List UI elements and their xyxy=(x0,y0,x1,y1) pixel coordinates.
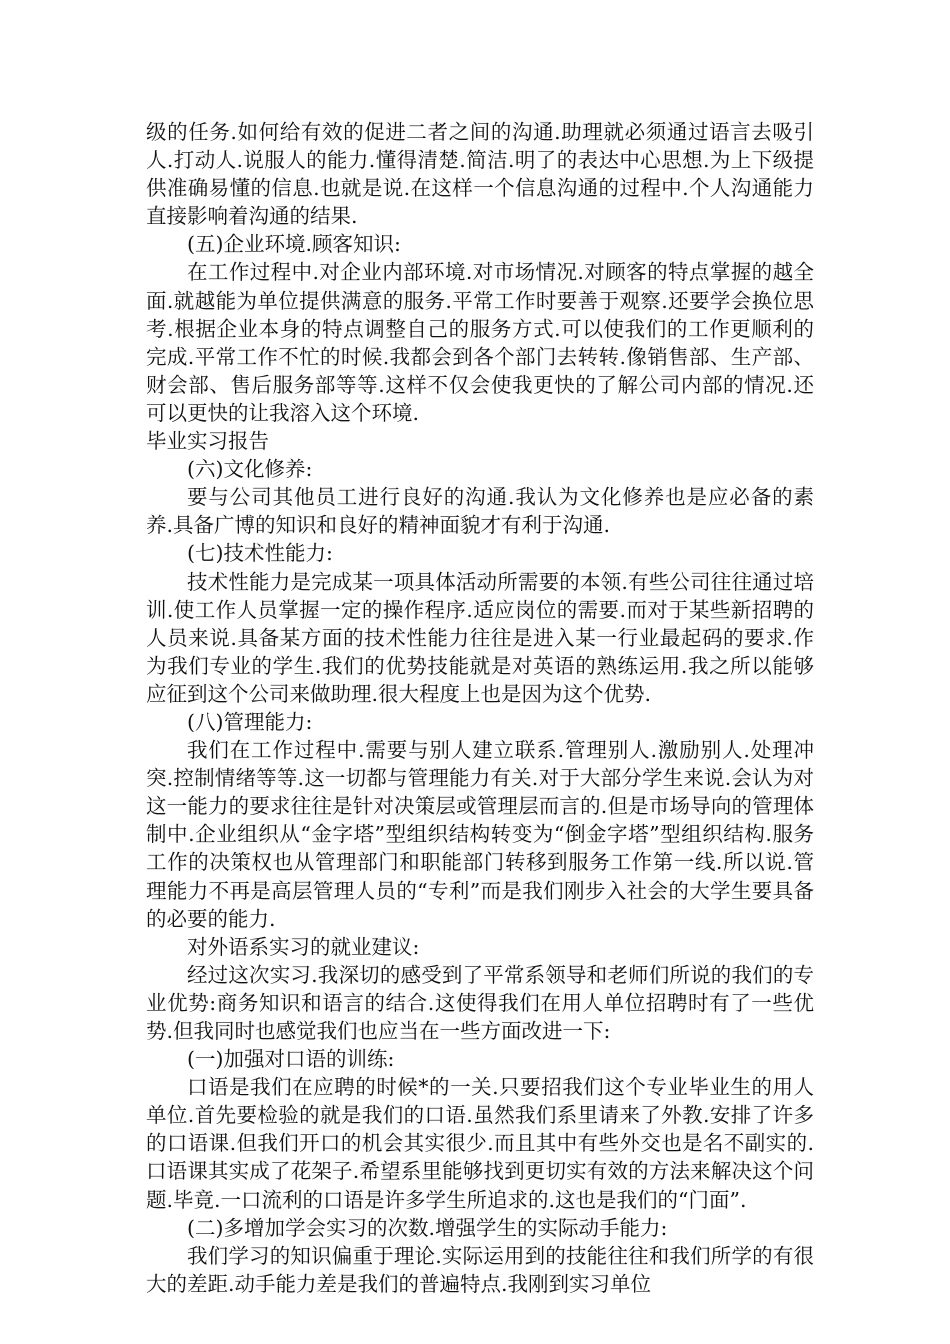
section-heading-7: (七)技术性能力: xyxy=(187,541,333,566)
advice-heading: 对外语系实习的就业建议: xyxy=(187,934,420,959)
paragraph-8: 我们学习的知识偏重于理论.实际运用到的技能往往和我们所学的有很大的差距.动手能力差是我们的普遍特点.我刚到实习单位 xyxy=(146,1243,814,1296)
section-heading-1: (一)加强对口语的训练: xyxy=(187,1047,395,1072)
section-heading-2: (二)多增加学会实习的次数.增强学生的实际动手能力: xyxy=(187,1215,668,1240)
paragraph-4: 技术性能力是完成某一项具体活动所需要的本领.有些公司往往通过培训.使工作人员掌握一定的操作程序.适应岗位的需要.而对于某些新招聘的人员来说.具备某方面的技术性能力往往是进入某一行业最起码的要求.作为我们专业的学生.我们的优势技能就是对英语的熟练运用.我之所以能够应征到这个公司来做助理.很大程度上也是因为这个优势. xyxy=(146,569,814,706)
document-body xyxy=(146,118,814,1298)
report-title-line: 毕业实习报告 xyxy=(146,429,269,454)
paragraph-6: 经过这次实习.我深切的感受到了平常系领导和老师们所说的我们的专业优势:商务知识和语言的结合.这使得我们在用人单位招聘时有了一些优势.但我同时也感觉我们也应当在一些方面改进一下: xyxy=(146,962,814,1043)
paragraph-1: 级的任务.如何给有效的促进二者之间的沟通.助理就必须通过语言去吸引人.打动人.说服人的能力.懂得清楚.简洁.明了的表达中心思想.为上下级提供准确易懂的信息.也就是说.在这样一个信息沟通的过程中.个人沟通能力直接影响着沟通的结果. xyxy=(146,120,814,229)
section-heading-6: (六)文化修养: xyxy=(187,457,313,482)
section-heading-8: (八)管理能力: xyxy=(187,709,313,734)
paragraph-5: 我们在工作过程中.需要与别人建立联系.管理别人.激励别人.处理冲突.控制情绪等等.这一切都与管理能力有关.对于大部分学生来说.会认为对这一能力的要求往往是针对决策层或管理层而言的.但是市场导向的管理体制中.企业组织从“金字塔”型组织结构转变为“倒金字塔”型组织结构.服务工作的决策权也从管理部门和职能部门转移到服务工作第一线.所以说.管理能力不再是高层管理人员的“专利”而是我们刚步入社会的大学生要具备的必要的能力. xyxy=(146,738,814,931)
section-heading-5: (五)企业环境.顾客知识: xyxy=(187,232,401,257)
paragraph-3: 要与公司其他员工进行良好的沟通.我认为文化修养也是应必备的素养.具备广博的知识和良好的精神面貌才有利于沟通. xyxy=(146,485,814,538)
paragraph-7: 口语是我们在应聘的时候*的一关.只要招我们这个专业毕业生的用人单位.首先要检验的就是我们的口语.虽然我们系里请来了外教.安排了许多的口语课.但我们开口的机会其实很少.而且其中有些外交也是名不副实的.口语课其实成了花架子.希望系里能够找到更切实有效的方法来解决这个问题.毕竟.一口流利的口语是许多学生所追求的.这也是我们的“门面”. xyxy=(146,1075,814,1212)
paragraph-2: 在工作过程中.对企业内部环境.对市场情况.对顾客的特点掌握的越全面.就越能为单位提供满意的服务.平常工作时要善于观察.还要学会换位思考.根据企业本身的特点调整自己的服务方式.可以使我们的工作更顺利的完成.平常工作不忙的时候.我都会到各个部门去转转.像销售部、生产部、财会部、售后服务部等等.这样不仅会使我更快的了解公司内部的情况.还可以更快的让我溶入这个环境. xyxy=(146,260,814,425)
